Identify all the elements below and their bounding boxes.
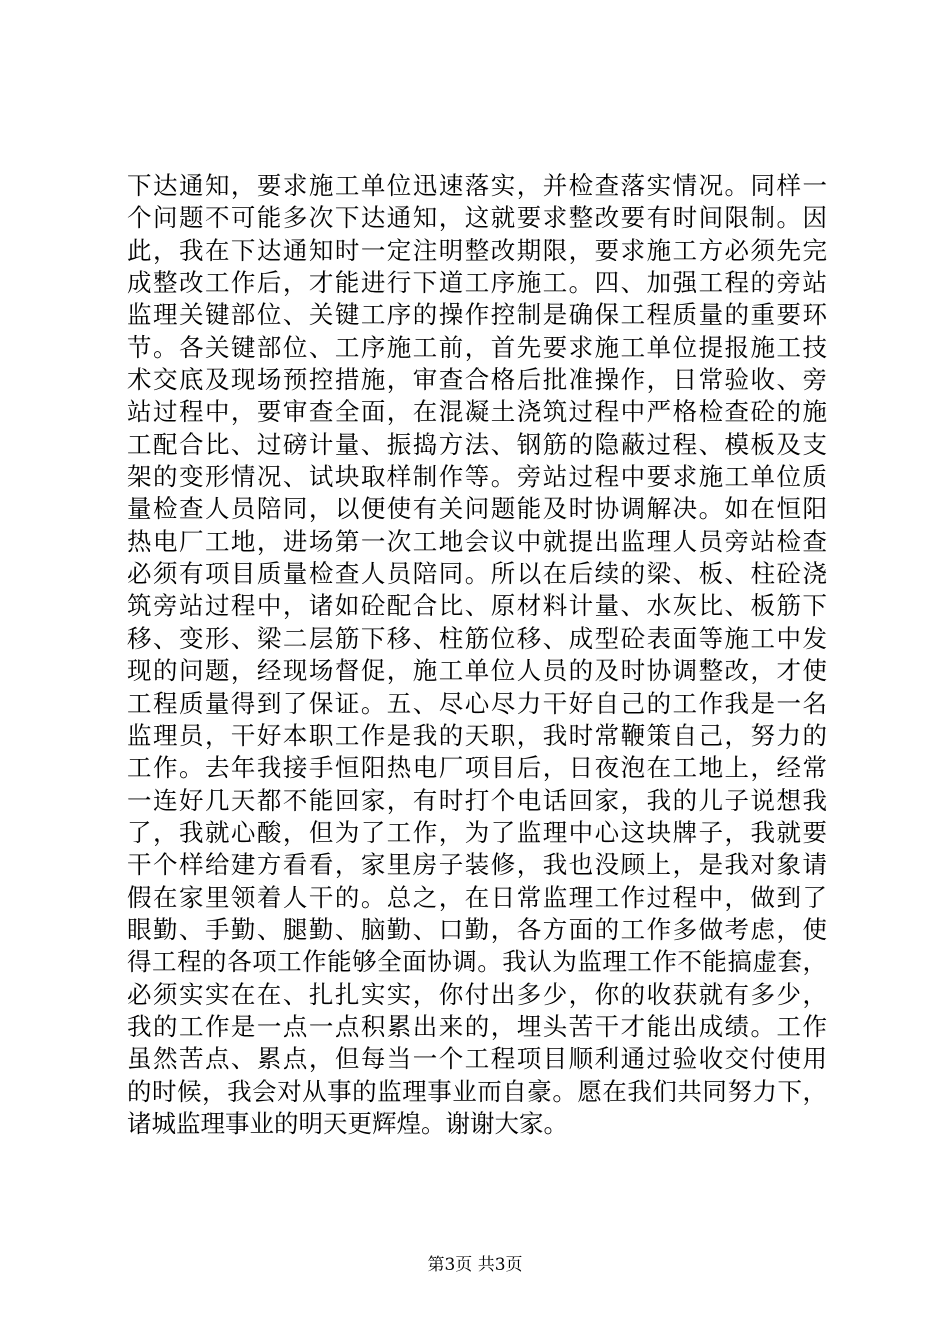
text-line: 移、变形、梁二层筋下移、柱筋位移、成型砼表面等施工中发 <box>127 623 827 653</box>
body-text <box>127 170 827 1140</box>
text-line: 现的问题，经现场督促，施工单位人员的及时协调整改，才使 <box>127 656 827 686</box>
text-line: 监理员，干好本职工作是我的天职，我时常鞭策自己，努力的 <box>127 720 827 750</box>
text-line: 站过程中，要审查全面，在混凝土浇筑过程中严格检查砼的施 <box>127 397 827 427</box>
text-line: 得工程的各项工作能够全面协调。我认为监理工作不能搞虚套， <box>127 947 827 977</box>
text-line: 工配合比、过磅计量、振捣方法、钢筋的隐蔽过程、模板及支 <box>127 429 827 459</box>
text-line: 必须有项目质量检查人员陪同。所以在后续的梁、板、柱砼浇 <box>127 559 827 589</box>
page-number-footer: 第3页 共3页 <box>427 1255 523 1275</box>
text-line: 术交底及现场预控措施，审查合格后批准操作，日常验收、旁 <box>127 365 827 395</box>
text-line: 节。各关键部位、工序施工前，首先要求施工单位提报施工技 <box>127 332 827 362</box>
text-line: 的时候，我会对从事的监理事业而自豪。愿在我们共同努力下， <box>127 1076 827 1106</box>
text-line: 热电厂工地，进场第一次工地会议中就提出监理人员旁站检查 <box>127 526 827 556</box>
text-line: 工作。去年我接手恒阳热电厂项目后，日夜泡在工地上，经常 <box>127 753 827 783</box>
text-line: 个问题不可能多次下达通知，这就要求整改要有时间限制。因 <box>127 203 827 233</box>
text-line: 筑旁站过程中，诸如砼配合比、原材料计量、水灰比、板筋下 <box>127 591 827 621</box>
text-line: 我的工作是一点一点积累出来的，埋头苦干才能出成绩。工作 <box>127 1011 827 1041</box>
text-line: 眼勤、手勤、腿勤、脑勤、口勤，各方面的工作多做考虑，使 <box>127 914 827 944</box>
text-line: 干个样给建方看看，家里房子装修，我也没顾上，是我对象请 <box>127 850 827 880</box>
text-line: 此，我在下达通知时一定注明整改期限，要求施工方必须先完 <box>127 235 827 265</box>
text-line: 必须实实在在、扎扎实实，你付出多少，你的收获就有多少， <box>127 979 827 1009</box>
text-line: 量检查人员陪同，以便使有关问题能及时协调解决。如在恒阳 <box>127 494 827 524</box>
text-line: 架的变形情况、试块取样制作等。旁站过程中要求施工单位质 <box>127 462 827 492</box>
text-line: 下达通知，要求施工单位迅速落实，并检查落实情况。同样一 <box>127 171 827 200</box>
text-line: 诸城监理事业的明天更辉煌。谢谢大家。 <box>127 1108 568 1138</box>
text-line: 了，我就心酸，但为了工作，为了监理中心这块牌子，我就要 <box>127 817 827 847</box>
text-line: 成整改工作后，才能进行下道工序施工。四、加强工程的旁站 <box>127 268 827 298</box>
text-line: 虽然苦点、累点，但每当一个工程项目顺利通过验收交付使用 <box>127 1044 827 1074</box>
text-line: 工程质量得到了保证。五、尽心尽力干好自己的工作我是一名 <box>127 688 827 718</box>
text-line: 一连好几天都不能回家，有时打个电话回家，我的儿子说想我 <box>127 785 827 815</box>
text-line: 监理关键部位、关键工序的操作控制是确保工程质量的重要环 <box>127 300 827 330</box>
text-line: 假在家里领着人干的。总之，在日常监理工作过程中，做到了 <box>127 882 827 912</box>
